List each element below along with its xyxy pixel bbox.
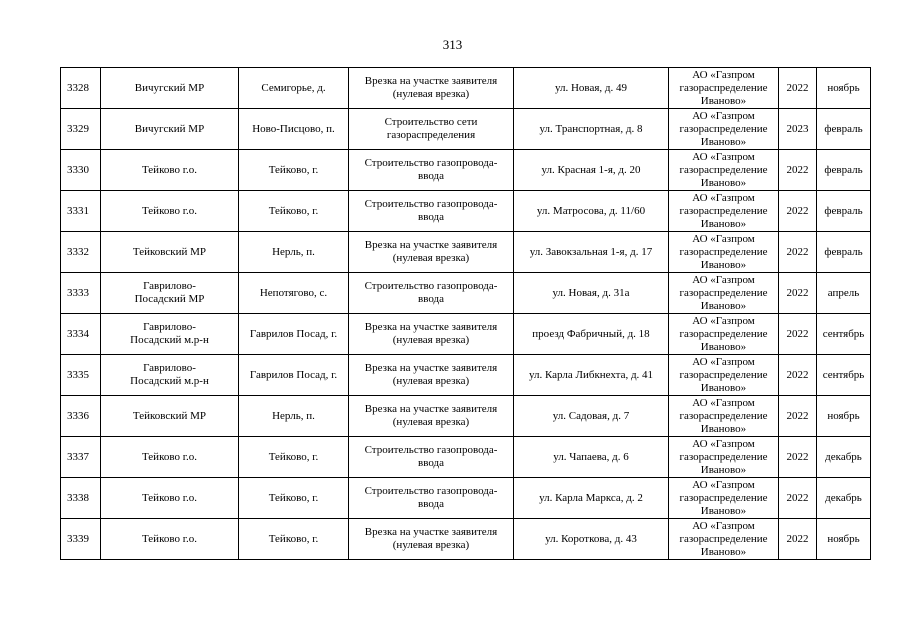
settlement-cell: Тейково, г. <box>239 519 349 560</box>
organization-line: газораспределение <box>679 122 768 135</box>
organization-line: газораспределение <box>679 327 768 340</box>
address-cell: ул. Чапаева, д. 6 <box>514 437 669 478</box>
organization-line: Иваново» <box>700 381 747 394</box>
row-number-cell: 3339 <box>61 519 101 560</box>
organization-line: Иваново» <box>700 545 747 558</box>
table-row <box>61 273 871 314</box>
organization-line: газораспределение <box>679 532 768 545</box>
organization-cell <box>669 437 779 478</box>
work-type-line: Строительство сети <box>384 116 478 128</box>
year-cell: 2022 <box>779 68 817 109</box>
organization-line: газораспределение <box>679 286 768 299</box>
settlement-cell: Тейково, г. <box>239 478 349 519</box>
organization-line: Иваново» <box>700 422 747 435</box>
settlement-cell: Нерль, п. <box>239 232 349 273</box>
organization-line: газораспределение <box>679 245 768 258</box>
organization-line: Иваново» <box>700 258 747 271</box>
address-cell: ул. Транспортная, д. 8 <box>514 109 669 150</box>
year-cell: 2022 <box>779 314 817 355</box>
month-cell: декабрь <box>817 437 871 478</box>
table-row <box>61 519 871 560</box>
table-row <box>61 150 871 191</box>
municipality-cell <box>101 68 239 109</box>
year-cell: 2022 <box>779 273 817 314</box>
work-type-cell <box>349 68 514 109</box>
month-cell: ноябрь <box>817 396 871 437</box>
year-cell: 2022 <box>779 191 817 232</box>
organization-line: АО «Газпром <box>692 478 755 491</box>
settlement-cell: Непотягово, с. <box>239 273 349 314</box>
page-number: 313 <box>442 37 463 52</box>
table-row <box>61 396 871 437</box>
municipality-cell <box>101 232 239 273</box>
municipality-cell <box>101 437 239 478</box>
row-number-cell: 3334 <box>61 314 101 355</box>
organization-line: газораспределение <box>679 491 768 504</box>
work-type-line: Врезка на участке заявителя <box>364 526 498 538</box>
work-type-line: Врезка на участке заявителя <box>364 239 498 251</box>
address-cell: ул. Матросова, д. 11/60 <box>514 191 669 232</box>
organization-cell <box>669 150 779 191</box>
work-type-line: Врезка на участке заявителя <box>364 321 498 333</box>
row-number-cell: 3333 <box>61 273 101 314</box>
organization-cell <box>669 314 779 355</box>
municipality-line: Посадский м.р-н <box>130 375 209 387</box>
month-cell: февраль <box>817 150 871 191</box>
municipality-cell <box>101 150 239 191</box>
year-cell: 2023 <box>779 109 817 150</box>
organization-line: АО «Газпром <box>692 314 755 327</box>
address-cell: ул. Новая, д. 31а <box>514 273 669 314</box>
organization-line: АО «Газпром <box>692 68 755 81</box>
work-type-line: ввода <box>418 457 444 469</box>
month-cell: апрель <box>817 273 871 314</box>
month-cell: декабрь <box>817 478 871 519</box>
year-cell: 2022 <box>779 150 817 191</box>
month-cell: февраль <box>817 109 871 150</box>
organization-line: газораспределение <box>679 450 768 463</box>
address-cell: ул. Новая, д. 49 <box>514 68 669 109</box>
month-cell: сентябрь <box>817 355 871 396</box>
work-type-cell <box>349 355 514 396</box>
settlement-cell: Гаврилов Посад, г. <box>239 314 349 355</box>
settlement-cell: Ново-Писцово, п. <box>239 109 349 150</box>
municipality-line: Гаврилово- <box>143 321 196 333</box>
municipality-line: Вичугский МР <box>134 81 205 94</box>
row-number-cell: 3331 <box>61 191 101 232</box>
municipality-line: Тейково г.о. <box>142 532 197 545</box>
organization-cell <box>669 68 779 109</box>
organization-line: АО «Газпром <box>692 437 755 450</box>
settlement-cell: Тейково, г. <box>239 191 349 232</box>
organization-line: Иваново» <box>700 94 747 107</box>
organization-line: АО «Газпром <box>692 396 755 409</box>
work-type-cell <box>349 109 514 150</box>
work-type-cell <box>349 232 514 273</box>
month-cell: ноябрь <box>817 519 871 560</box>
work-type-cell <box>349 437 514 478</box>
organization-line: АО «Газпром <box>692 355 755 368</box>
work-type-cell <box>349 519 514 560</box>
organization-cell <box>669 355 779 396</box>
work-type-cell <box>349 273 514 314</box>
address-cell: ул. Красная 1-я, д. 20 <box>514 150 669 191</box>
organization-line: газораспределение <box>679 163 768 176</box>
settlement-cell: Семигорье, д. <box>239 68 349 109</box>
work-type-cell <box>349 314 514 355</box>
table-row <box>61 478 871 519</box>
year-cell: 2022 <box>779 355 817 396</box>
row-number-cell: 3337 <box>61 437 101 478</box>
organization-cell <box>669 191 779 232</box>
table-row <box>61 437 871 478</box>
organization-line: Иваново» <box>700 504 747 517</box>
organization-cell <box>669 519 779 560</box>
row-number-cell: 3335 <box>61 355 101 396</box>
work-type-cell <box>349 478 514 519</box>
organization-cell <box>669 273 779 314</box>
year-cell: 2022 <box>779 437 817 478</box>
organization-line: газораспределение <box>679 409 768 422</box>
municipality-line: Гаврилово- <box>143 362 196 374</box>
work-type-line: Строительство газопровода- <box>364 444 498 456</box>
municipality-line: Посадский МР <box>134 293 205 305</box>
organization-cell <box>669 232 779 273</box>
municipality-line: Тейково г.о. <box>142 163 197 176</box>
work-type-line: (нулевая врезка) <box>392 416 470 428</box>
row-number-cell: 3328 <box>61 68 101 109</box>
work-type-cell <box>349 396 514 437</box>
municipality-cell <box>101 273 239 314</box>
organization-line: газораспределение <box>679 204 768 217</box>
municipality-cell <box>101 355 239 396</box>
month-cell: февраль <box>817 232 871 273</box>
work-type-line: Врезка на участке заявителя <box>364 75 498 87</box>
work-type-line: газораспределения <box>386 129 476 141</box>
municipality-line: Тейковский МР <box>132 245 207 258</box>
table-body <box>61 68 871 560</box>
municipality-line: Посадский м.р-н <box>130 334 209 346</box>
organization-line: Иваново» <box>700 217 747 230</box>
month-cell: февраль <box>817 191 871 232</box>
table-row <box>61 68 871 109</box>
municipality-cell <box>101 191 239 232</box>
address-cell: ул. Карла Либкнехта, д. 41 <box>514 355 669 396</box>
municipality-cell <box>101 109 239 150</box>
organization-line: газораспределение <box>679 81 768 94</box>
municipality-line: Вичугский МР <box>134 122 205 135</box>
year-cell: 2022 <box>779 478 817 519</box>
settlement-cell: Гаврилов Посад, г. <box>239 355 349 396</box>
address-cell: ул. Садовая, д. 7 <box>514 396 669 437</box>
organization-line: АО «Газпром <box>692 191 755 204</box>
table-row <box>61 355 871 396</box>
gas-connection-table <box>60 67 871 560</box>
month-cell: сентябрь <box>817 314 871 355</box>
row-number-cell: 3329 <box>61 109 101 150</box>
organization-line: Иваново» <box>700 176 747 189</box>
work-type-line: ввода <box>418 211 444 223</box>
work-type-line: (нулевая врезка) <box>392 252 470 264</box>
address-cell: ул. Завокзальная 1-я, д. 17 <box>514 232 669 273</box>
organization-cell <box>669 478 779 519</box>
municipality-cell <box>101 478 239 519</box>
work-type-line: ввода <box>418 498 444 510</box>
row-number-cell: 3330 <box>61 150 101 191</box>
municipality-line: Тейково г.о. <box>142 204 197 217</box>
organization-line: АО «Газпром <box>692 150 755 163</box>
work-type-line: Врезка на участке заявителя <box>364 362 498 374</box>
organization-line: АО «Газпром <box>692 232 755 245</box>
table-row <box>61 191 871 232</box>
table-row <box>61 109 871 150</box>
municipality-line: Тейково г.о. <box>142 450 197 463</box>
organization-cell <box>669 396 779 437</box>
organization-line: газораспределение <box>679 368 768 381</box>
settlement-cell: Тейково, г. <box>239 150 349 191</box>
work-type-line: Строительство газопровода- <box>364 198 498 210</box>
row-number-cell: 3338 <box>61 478 101 519</box>
work-type-cell <box>349 191 514 232</box>
work-type-line: (нулевая врезка) <box>392 539 470 551</box>
year-cell: 2022 <box>779 232 817 273</box>
work-type-line: (нулевая врезка) <box>392 334 470 346</box>
organization-line: АО «Газпром <box>692 273 755 286</box>
municipality-cell <box>101 396 239 437</box>
municipality-line: Тейковский МР <box>132 409 207 422</box>
work-type-line: (нулевая врезка) <box>392 88 470 100</box>
organization-line: Иваново» <box>700 135 747 148</box>
municipality-line: Тейково г.о. <box>142 491 197 504</box>
settlement-cell: Нерль, п. <box>239 396 349 437</box>
work-type-line: Строительство газопровода- <box>364 157 498 169</box>
settlement-cell: Тейково, г. <box>239 437 349 478</box>
row-number-cell: 3336 <box>61 396 101 437</box>
work-type-line: ввода <box>418 293 444 305</box>
address-cell: ул. Карла Маркса, д. 2 <box>514 478 669 519</box>
month-cell: ноябрь <box>817 68 871 109</box>
organization-line: АО «Газпром <box>692 109 755 122</box>
work-type-line: Врезка на участке заявителя <box>364 403 498 415</box>
municipality-line: Гаврилово- <box>143 280 196 292</box>
table-row <box>61 232 871 273</box>
address-cell: ул. Короткова, д. 43 <box>514 519 669 560</box>
work-type-line: Строительство газопровода- <box>364 280 498 292</box>
work-type-line: ввода <box>418 170 444 182</box>
organization-cell <box>669 109 779 150</box>
address-cell: проезд Фабричный, д. 18 <box>514 314 669 355</box>
organization-line: Иваново» <box>700 299 747 312</box>
year-cell: 2022 <box>779 396 817 437</box>
municipality-cell <box>101 314 239 355</box>
organization-line: АО «Газпром <box>692 519 755 532</box>
work-type-cell <box>349 150 514 191</box>
table-row <box>61 314 871 355</box>
organization-line: Иваново» <box>700 463 747 476</box>
organization-line: Иваново» <box>700 340 747 353</box>
work-type-line: (нулевая врезка) <box>392 375 470 387</box>
year-cell: 2022 <box>779 519 817 560</box>
municipality-cell <box>101 519 239 560</box>
row-number-cell: 3332 <box>61 232 101 273</box>
work-type-line: Строительство газопровода- <box>364 485 498 497</box>
